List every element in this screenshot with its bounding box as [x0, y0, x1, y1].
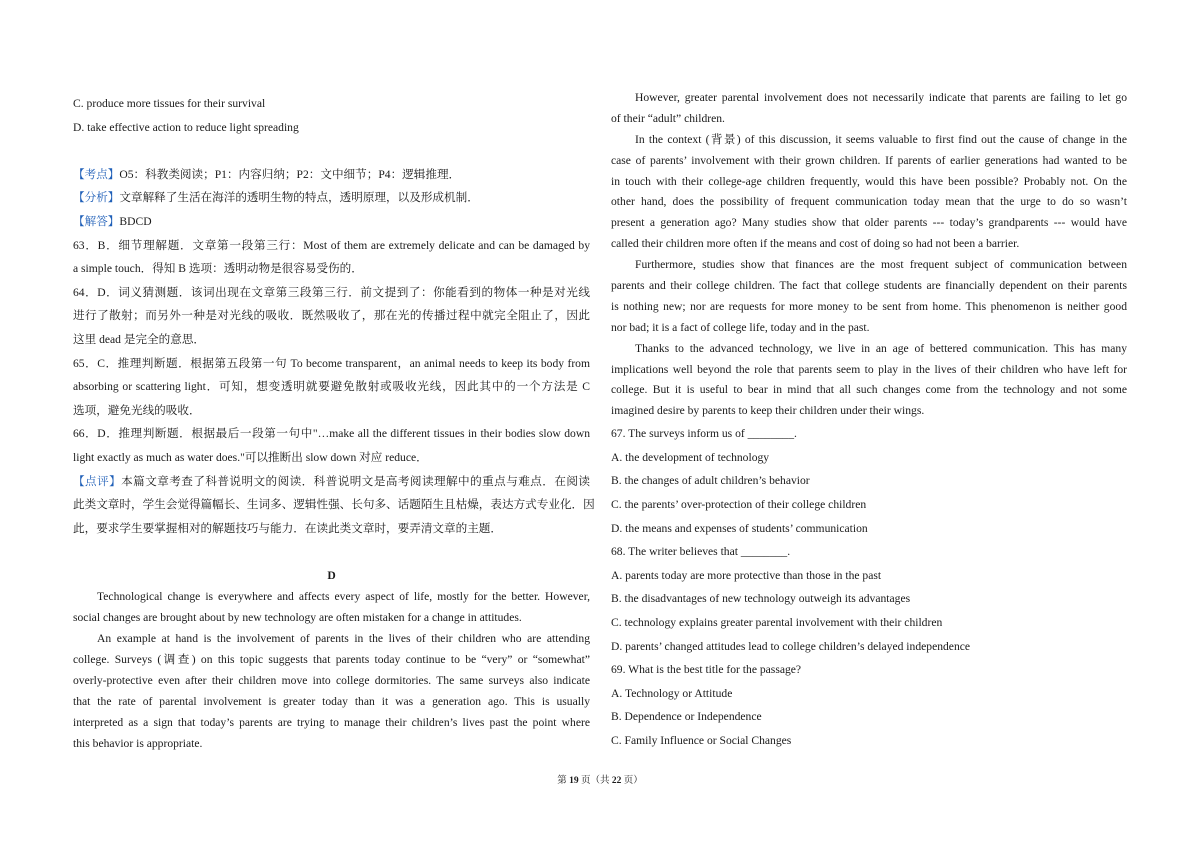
left-column: [73, 92, 595, 755]
kaodian-line: [73, 163, 590, 187]
answer-63-line-1: 63．B．细节理解题．文章第一段第三行：Most of them are extremely delicate and can be damaged by: [73, 238, 590, 252]
passage-p5-line-3: is nothing new; nor are requests for more money to be sent from home. This phenomenon is neither good: [611, 299, 1127, 313]
answer-66-line-2: light exactly as much as water does."可以推断出 slow down 对应 reduce．: [73, 450, 428, 464]
option-d-text: D. take effective action to reduce light spreading: [73, 120, 299, 134]
question-69-option-c: C. Family Influence or Social Changes: [611, 733, 792, 747]
page-footer: [0, 772, 1200, 786]
question-69-option-b: B. Dependence or Independence: [611, 710, 762, 724]
question-68-option-b: B. the disadvantages of new technology outweigh its advantages: [611, 592, 911, 606]
passage-p6-line-2: implications well beyond the role that parents seem to play in the lives of their children who have left for: [611, 362, 1127, 376]
passage-p2-line-3: overly-protective even after their children move into college dormitories. The same surveys also indicate: [73, 674, 590, 688]
footer-total-pages: 22: [611, 776, 622, 786]
passage-p4-line-2: case of parents’ involvement with their grown children. If parents of earlier generations had wanted to be: [611, 153, 1127, 167]
question-68-option-a: A. parents today are more protective than those in the past: [611, 568, 882, 582]
passage-p2-line-4: that the rate of parental involvement is greater today than it was a generation ago. This is usually: [73, 694, 590, 708]
dianping-tag: 【点评】: [73, 474, 122, 488]
answer-64-line-1: 64．D．词义猜测题．该词出现在文章第三段第三行．前文提到了：你能看到的物体一种是对光线: [73, 285, 590, 299]
dianping-text-1: 本篇文章考查了科普说明文的阅读．科普说明文是高考阅读理解中的重点与难点．在阅读: [121, 474, 590, 488]
question-67: 67. The surveys inform us of ________.: [611, 427, 797, 441]
answer-65-line-3: 选项，避免光线的吸收．: [73, 403, 201, 417]
spacer: [73, 139, 590, 163]
passage-p6-line-4: imagined desire by parents to keep their children under their wings.: [611, 404, 925, 418]
right-column: [611, 88, 1127, 753]
question-67-option-d: D. the means and expenses of students’ communication: [611, 521, 868, 535]
question-68-option-d: D. parents’ changed attitudes lead to college children’s delayed independence: [611, 639, 971, 653]
footer-page-number: 19: [569, 776, 579, 786]
question-67-option-c: C. the parents’ over-protection of their college children: [611, 498, 867, 512]
passage-p5-line-2: parents and their college children. The fact that college students are financially dependent on their parents: [611, 279, 1127, 293]
dianping-line-3: 此，要求学生要掌握相对的解题技巧与能力．在读此类文章时，要弄清文章的主题．: [73, 521, 502, 535]
passage-p4-line-6: called their children more often if the means and cost of doing so had not been a barrier.: [611, 237, 1020, 251]
spacer: [73, 540, 590, 564]
fenxi-line: [73, 186, 590, 210]
passage-p3-line-2: of their “adult” children.: [611, 111, 725, 125]
answer-66-line-1: 66．D．推理判断题．根据最后一段第一句中"…make all the different tissues in their bodies slow down: [73, 427, 590, 441]
passage-p4-line-3: in touch with their college-age children frequently, would this have been possible? Probably not. On the: [611, 174, 1127, 188]
passage-p4-line-1: In the context (背景) of this discussion, it seems valuable to first find out the cause of change in the: [635, 132, 1127, 146]
passage-p2-line-5: interpreted as a sign that today’s parents are trying to manage their children’s lives past the point where: [73, 715, 590, 729]
jieda-line: [73, 210, 590, 234]
jieda-tag: 【解答】: [73, 214, 120, 228]
answer-65-line-1: 65．C．推理判断题．根据第五段第一句 To become transparent，an animal needs to keep its body from: [73, 356, 590, 370]
passage-p6-line-1: Thanks to the advanced technology, we live in an age of bettered communication. This has many: [635, 341, 1127, 355]
passage-p2-line-2: college. Surveys (调查) on this topic suggests that parents today continue to be “very” or “somewhat”: [73, 653, 590, 667]
question-67-option-a: A. the development of technology: [611, 450, 770, 464]
fenxi-text: 文章解释了生活在海洋的透明生物的特点，透明原理，以及形成机制．: [119, 191, 479, 205]
answer-65-line-2: absorbing or scattering light．可知，想变透明就要避免散射或吸收光线，因此其中的一个方法是 C: [73, 380, 590, 394]
answer-64-line-3: 这里 dead 是完全的意思．: [73, 332, 206, 346]
passage-p1-line-1: Technological change is everywhere and affects every aspect of life, mostly for the better. However,: [97, 590, 590, 604]
footer-prefix: 第: [557, 776, 570, 786]
kaodian-text: O5：科教类阅读；P1：内容归纳；P2：文中细节；P4：逻辑推理．: [119, 167, 461, 181]
option-c-text: C. produce more tissues for their survival: [73, 97, 266, 110]
question-69-option-a: A. Technology or Attitude: [611, 686, 733, 700]
jieda-text: BDCD: [119, 214, 152, 228]
dianping-line-2: 此类文章时，学生会觉得篇幅长、生词多、逻辑性强、长句多、话题陌生且枯燥，表达方式专业化．因: [73, 498, 595, 512]
answer-63-line-2: a simple touch．得知 B 选项：透明动物是很容易受伤的．: [73, 262, 363, 276]
fenxi-tag: 【分析】: [73, 191, 120, 205]
question-68: 68. The writer believes that ________.: [611, 545, 791, 559]
passage-p6-line-3: college. But it is useful to bear in mind that all such changes come from the technology and not some: [611, 383, 1127, 397]
passage-p2-line-6: this behavior is appropriate.: [73, 736, 203, 750]
passage-p5-line-4: nor bad; it is a fact of college life, today and in the past.: [611, 320, 870, 334]
passage-p1-line-2: social changes are brought about by new technology are often mistaken for a change in attitudes.: [73, 611, 522, 625]
answer-64-line-2: 进行了散射；而另外一种是对光线的吸收．既然吸收了，那在光的传播过程中就完全阻止了，因此: [73, 309, 590, 323]
question-68-option-c: C. technology explains greater parental involvement with their children: [611, 616, 943, 629]
question-67-option-b: B. the changes of adult children’s behavior: [611, 474, 810, 488]
footer-mid: 页（共: [578, 776, 612, 786]
passage-p3-line-1: However, greater parental involvement does not necessarily indicate that parents are failing to let go: [635, 91, 1127, 104]
passage-p5-line-1: Furthermore, studies show that finances are the most frequent subject of communication between: [635, 258, 1127, 272]
section-title: D: [327, 568, 336, 582]
question-69: 69. What is the best title for the passage?: [611, 663, 802, 677]
passage-p2-line-1: An example at hand is the involvement of parents in the lives of their children who are attending: [97, 632, 590, 646]
passage-p4-line-4: other hand, does the possibility of frequent communication today mean that the urge to do so wasn’t: [611, 195, 1127, 209]
dianping-line-1: [73, 470, 590, 494]
kaodian-tag: 【考点】: [73, 167, 120, 181]
passage-p4-line-5: present a generation ago? Many studies show that older parents --- today’s grandparents --- would have: [611, 216, 1127, 230]
footer-suffix: 页）: [621, 776, 643, 786]
